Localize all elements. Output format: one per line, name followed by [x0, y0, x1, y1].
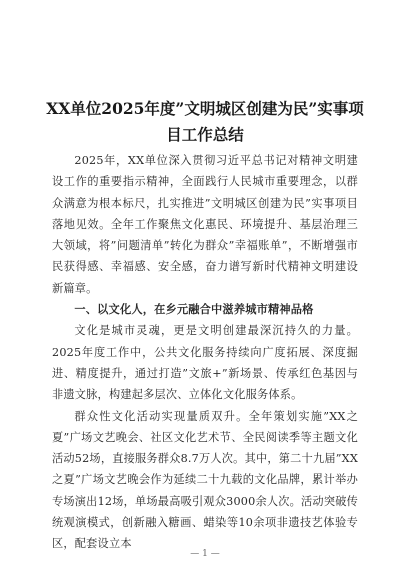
paragraph-activities: 群众性文化活动实现量质双升。全年策划实施”XX之夏”广场文艺晚会、社区文化艺术节、全民阅读季等主题文化活动52场，直接服务群众8.7万人次。其中，第二十九届”XX之夏”广场文艺晚会作为延续二十九载的文化品牌，累计举办专场演出12场，单场最高吸引观众3000余人次。活动突破传统观演模式，创新融入糖画、蜡染等10余项非遗技艺体验专区，配套设立本: [52, 409, 358, 551]
section-heading-text: 在乡元融合中滋养城市精神品格: [154, 303, 314, 317]
paragraph-intro: 2025年，XX单位深入贯彻习近平总书记对精神文明建设工作的重要指示精神，全面践行人民城市重要理念，以群众满意为根本标尺，扎实推进”文明城区创建为民”实事项目落地见效。全年工作聚焦文化惠民、环境提升、基层治理三大领域，将”问题清单”转化为群众”幸福账单”，不断增强市民获得感、幸福感、安全感，奋力谱写新时代精神文明建设新篇章。: [52, 154, 358, 295]
document-body: [52, 150, 358, 555]
document-title: XX单位2025年度”文明城区创建为民”实事项目工作总结: [46, 99, 364, 144]
section-heading-1: [52, 299, 358, 320]
paragraph-culture: 文化是城市灵魂，更是文明创建最深沉持久的力量。2025年度工作中，公共文化服务持续向广度拓展、深度掘进、精度提升，通过打造”文旅+”新场景、传承红色基因与非遗文脉，构建起多层次、立体化文化服务体系。: [52, 324, 358, 402]
page-number: — 1 —: [190, 549, 220, 559]
section-heading-number: 一、以文化人，: [74, 303, 155, 317]
